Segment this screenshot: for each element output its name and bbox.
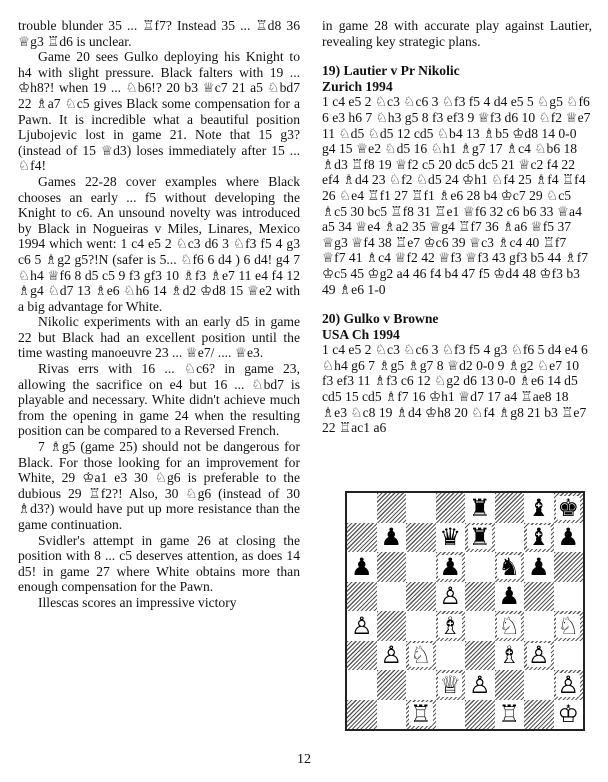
game-19-title: 19) Lautier v Pr Nikolic	[322, 63, 460, 79]
board-square-e1	[465, 700, 495, 730]
chess-piece-black-b7	[377, 523, 407, 553]
chess-piece-white-d2	[436, 670, 466, 700]
chess-piece-white-a4	[347, 611, 377, 641]
chess-piece-glyph: ♚	[557, 493, 579, 522]
board-square-f2	[495, 670, 525, 700]
board-square-h3	[554, 641, 584, 671]
board-square-e3	[465, 641, 495, 671]
chess-piece-glyph: ♝	[527, 493, 550, 522]
board-square-f8	[495, 493, 525, 523]
chess-piece-black-f6	[495, 552, 525, 582]
chess-piece-black-g6	[524, 552, 554, 582]
chess-piece-white-c3	[406, 641, 436, 671]
chess-piece-black-a6	[347, 552, 377, 582]
paragraph: Nikolic experiments with an early d5 in game 22 but Black had an excellent position until the time wasting manoeuvre 23 ... ♕e7/ .... ♕e3.	[18, 314, 300, 361]
board-square-c7	[406, 523, 436, 553]
chess-piece-black-f5	[495, 582, 525, 612]
chess-piece-glyph: ♘	[498, 611, 520, 640]
board-square-a8	[347, 493, 377, 523]
board-square-a5	[347, 582, 377, 612]
board-square-d3	[436, 641, 466, 671]
chess-piece-glyph: ♘	[557, 611, 579, 640]
chess-piece-white-f1	[495, 700, 525, 730]
board-square-g4	[524, 611, 554, 641]
chess-piece-glyph: ♟	[350, 552, 373, 581]
chess-piece-white-f3	[495, 641, 525, 671]
chess-piece-black-e7	[465, 523, 495, 553]
chess-piece-glyph: ♙	[350, 611, 373, 640]
chess-piece-glyph: ♜	[468, 493, 491, 522]
paragraph: in game 28 with accurate play against Lautier, revealing key strategic plans.	[322, 18, 592, 49]
paragraph: 7 ♗g5 (game 25) should not be dangerous for Black. For those looking for an improvement for White, 29 ♔a1 e3 30 ♘g6 is preferable to the dubious 29 ♖f2?! Also, 30 ♘g6 (instead of 30 ♗d3?) would have put up more resistance than the game continuation.	[18, 439, 300, 532]
game-19-moves: 1 c4 e5 2 ♘c3 ♘c6 3 ♘f3 f5 4 d4 e5 5 ♘g5 ♘f6 6 e3 h6 7 ♘h3 g5 8 f3 ef3 9 ♕f3 d6 10 ♘f2 ♕e7 11 ♘d5 ♘d5 12 cd5 ♘b4 13 ♗b5 ♔d8 14 0-0 g4 15 ♕e2 ♘d5 16 ♘h1 ♗g7 17 ♗c4 ♘b6 18 ♗d3 ♖f8 19 ♕f2 c5 20 dc5 dc5 21 ♕c2 f4 22 ef4 ♗d4 23 ♘f2 ♘d5 24 ♔h1 ♘f4 25 ♗f4 ♖f4 26 ♘e4 ♖f1 27 ♖f1 ♗e6 28 b4 ♔c7 29 ♘c5 ♗c5 30 bc5 ♖f8 31 ♖e1 ♕f6 32 c6 b6 33 ♕a4 a5 34 ♕e4 ♗a2 35 ♕g4 ♖f7 36 ♗a6 ♕f5 37 ♕g3 ♕f4 38 ♖e7 ♔c6 39 ♕c3 ♗c4 40 ♖f7 ♕f7 41 ♗c4 ♕f2 42 ♕f3 ♕f3 43 gf3 b5 44 ♗f7 ♔c5 45 ♔g2 a4 46 f4 b4 47 f5 ♔d4 48 ♔f3 b3 49 ♗e6 1-0	[322, 94, 591, 297]
chess-piece-glyph: ♗	[498, 641, 520, 670]
chess-piece-white-g3	[524, 641, 554, 671]
board-square-c4	[406, 611, 436, 641]
board-square-e6	[465, 552, 495, 582]
chess-piece-white-h1	[554, 700, 584, 730]
board-square-d1	[436, 700, 466, 730]
chess-piece-glyph: ♟	[498, 582, 520, 611]
paragraph: Illescas scores an impressive victory	[38, 594, 237, 610]
game-20-moves: 1 c4 e5 2 ♘c3 ♘c6 3 ♘f3 f5 4 g3 ♘f6 5 d4 e4 6 ♘h4 g6 7 ♗g5 ♗g7 8 ♕d2 0-0 9 ♗g2 ♘e7 10 f3 ef3 11 ♗f3 c6 12 ♘g2 d6 13 0-0 ♗e6 14 d5 cd5 15 cd5 ♗f7 16 ♔h1 ♕d7 17 a4 ♖ae8 18 ♗e3 ♘c8 19 ♗d4 ♔h8 20 ♘f4 ♗g8 21 b3 ♖e7 22 ♖ac1 a6	[322, 342, 588, 436]
page-number: 12	[297, 752, 311, 767]
chess-piece-glyph: ♟	[439, 552, 461, 581]
chess-piece-black-d7	[436, 523, 466, 553]
chess-piece-glyph: ♙	[439, 582, 461, 611]
chess-piece-glyph: ♟	[557, 523, 579, 552]
board-square-d8	[436, 493, 466, 523]
chess-piece-white-f4	[495, 611, 525, 641]
chess-piece-black-d6	[436, 552, 466, 582]
chess-piece-black-h8	[554, 493, 584, 523]
paragraph: Games 22-28 cover examples where Black chooses an early ... f5 without developing the Knight to c6. An unsound novelty was introduced by Black in Nogueiras v Miles, Linares, Mexico 1994 which went: 1 c4 e5 2 ♘c3 d6 3 ♘f3 f5 4 g3 c6 5 ♗g2 g5?!N (safer is 5... ♘f6 6 d4 ) 6 d4! g4 7 ♘h4 ♕f6 8 d5 c5 9 f3 gf3 10 ♗f3 ♗e7 11 e4 f4 12 ♗g4 ♘d7 13 ♗e6 ♘h6 14 ♗d2 ♔d8 15 ♕e2 with a big advantage for White.	[18, 173, 300, 314]
board-square-c5	[406, 582, 436, 612]
chess-piece-glyph: ♙	[380, 641, 402, 670]
chess-piece-white-d5	[436, 582, 466, 612]
chess-piece-black-e8	[465, 493, 495, 523]
board-square-g1	[524, 700, 554, 730]
board-square-e4	[465, 611, 495, 641]
chess-piece-glyph: ♙	[557, 670, 579, 699]
chess-piece-glyph: ♙	[527, 641, 550, 670]
board-square-h5	[554, 582, 584, 612]
chess-piece-glyph: ♞	[498, 552, 520, 581]
board-square-b2	[377, 670, 407, 700]
board-square-b8	[377, 493, 407, 523]
chess-piece-glyph: ♖	[409, 700, 432, 729]
chess-piece-glyph: ♛	[439, 523, 461, 552]
game-20-event: USA Ch 1994	[322, 326, 400, 342]
game-19-event: Zurich 1994	[322, 78, 393, 94]
chess-piece-white-h2	[554, 670, 584, 700]
chess-piece-glyph: ♔	[557, 700, 579, 729]
chess-piece-white-h4	[554, 611, 584, 641]
board-square-b5	[377, 582, 407, 612]
board-square-b1	[377, 700, 407, 730]
board-square-h6	[554, 552, 584, 582]
chess-piece-glyph: ♖	[498, 700, 520, 729]
board-square-g5	[524, 582, 554, 612]
board-square-a1	[347, 700, 377, 730]
board-square-c2	[406, 670, 436, 700]
paragraph: trouble blunder 35 ... ♖f7? Instead 35 ... ♖d8 36 ♕g3 ♖d6 is unclear.	[18, 18, 300, 49]
board-square-a3	[347, 641, 377, 671]
chess-piece-glyph: ♘	[409, 641, 432, 670]
board-square-b6	[377, 552, 407, 582]
paragraph: Rivas errs with 16 ... ♘c6? in game 23, allowing the sacrifice on e4 but 16 ... ♘bd7 is playable and necessary. White didn't achieve much from the opening in game 24 when the resulting position can be compared to a Reversed French.	[18, 361, 300, 439]
chess-piece-glyph: ♟	[380, 523, 402, 552]
chess-piece-black-g8	[524, 493, 554, 523]
board-square-f7	[495, 523, 525, 553]
board-square-c6	[406, 552, 436, 582]
chess-piece-glyph: ♗	[439, 611, 461, 640]
board-square-b4	[377, 611, 407, 641]
left-column	[18, 18, 300, 611]
chess-piece-white-e2	[465, 670, 495, 700]
board-square-g2	[524, 670, 554, 700]
board-square-a2	[347, 670, 377, 700]
chess-piece-glyph: ♕	[439, 670, 461, 699]
chess-piece-glyph: ♟	[527, 552, 550, 581]
chess-piece-white-b3	[377, 641, 407, 671]
chess-piece-white-d4	[436, 611, 466, 641]
game-20-title: 20) Gulko v Browne	[322, 311, 439, 327]
chess-board	[347, 493, 583, 729]
chess-piece-black-g7	[524, 523, 554, 553]
chess-piece-glyph: ♙	[468, 670, 491, 699]
board-square-e5	[465, 582, 495, 612]
board-square-a7	[347, 523, 377, 553]
board-square-c8	[406, 493, 436, 523]
chess-piece-glyph: ♜	[468, 523, 491, 552]
paragraph: Game 20 sees Gulko deploying his Knight to h4 with slight pressure. Black falters with 19 ... ♔h8?! when 19 ... ♘b6!? 20 b3 ♕c7 21 a5 ♘bd7 22 ♗a7 ♘c5 gives Black some compensation for a Pawn. It is incredible what a beautiful position Ljubojevic lost in game 21. Note that 15 g3? (instead of 15 ♕d3) loses immediately after 15 ... ♘f4!	[18, 49, 300, 174]
right-column	[322, 18, 592, 436]
chess-piece-glyph: ♝	[527, 523, 550, 552]
chess-diagram	[345, 491, 585, 731]
paragraph: Svidler's attempt in game 26 at closing the position with 8 ... c5 deserves attention, as does 14 d5! in game 27 where White obtains more than enough compensation for the Pawn.	[18, 532, 300, 595]
chess-piece-white-c1	[406, 700, 436, 730]
chess-piece-black-h7	[554, 523, 584, 553]
